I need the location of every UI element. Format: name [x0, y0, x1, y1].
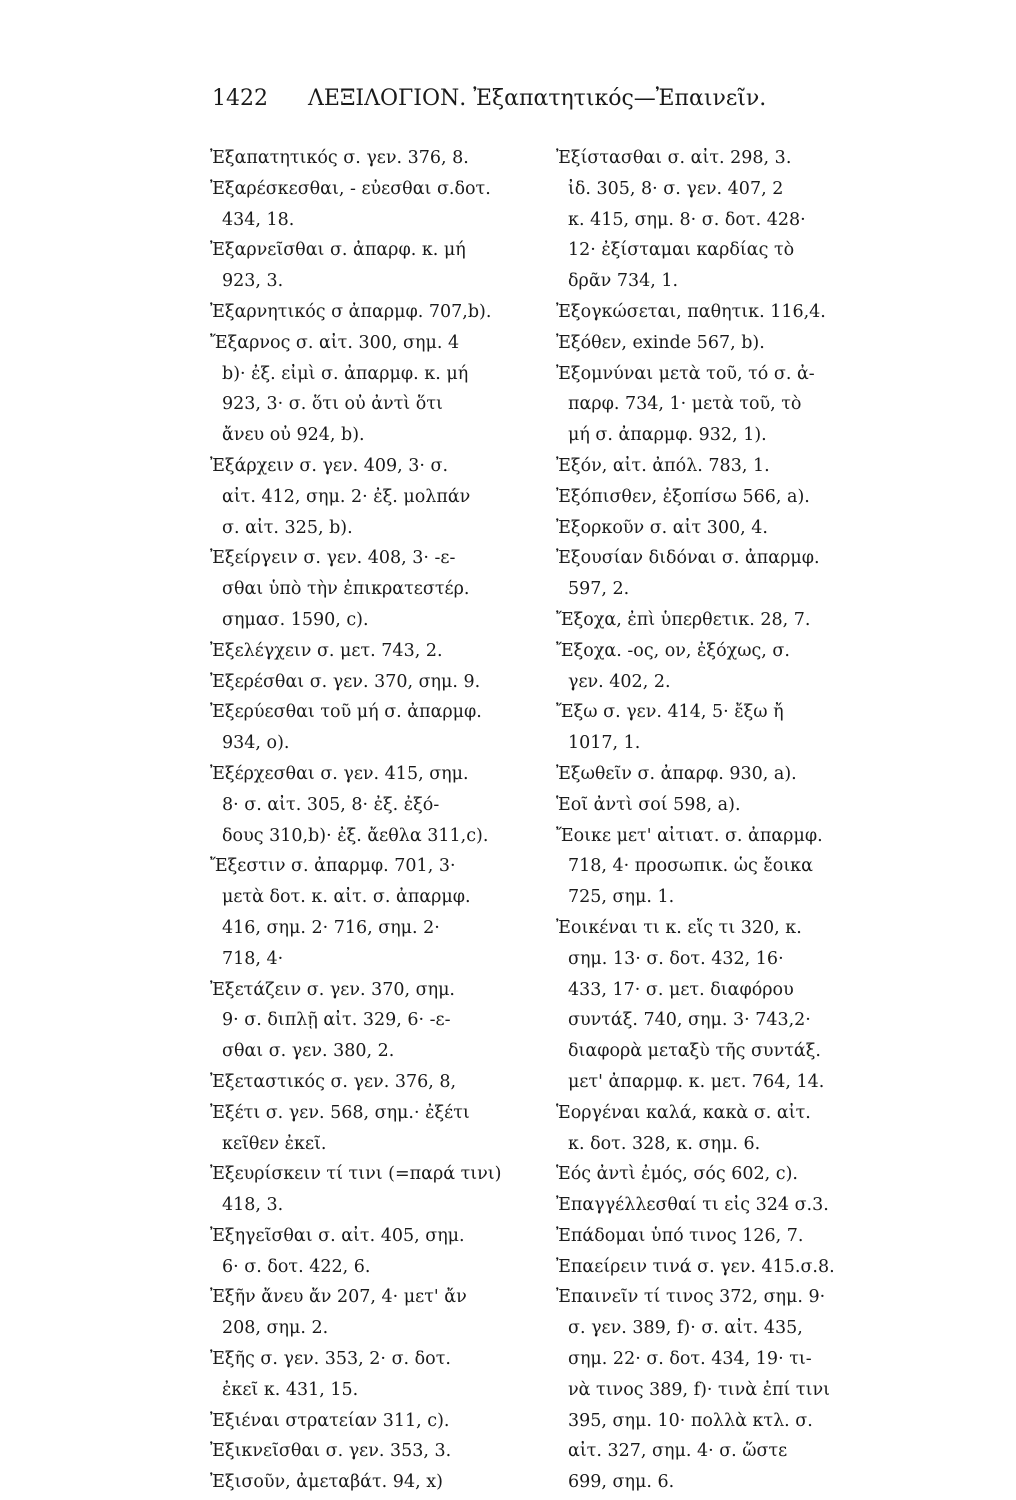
- entry-line: μετὰ δοτ. κ. αἰτ. σ. ἀπαρμφ.: [222, 887, 471, 908]
- entry-line: 934, o).: [222, 733, 290, 754]
- entry-line: γεν. 402, 2.: [568, 671, 671, 692]
- entry-line: Ἔξοχα. -ος, ον, ἐξόχως, σ.: [556, 640, 790, 661]
- entry-line: Ἐξιέναι στρατείαν 311, c).: [210, 1410, 450, 1431]
- entry-line: Ἐξίστασθαι σ. αἰτ. 298, 3.: [556, 148, 792, 168]
- entry-line: Ἐοικέναι τι κ. εἴς τι 320, κ.: [556, 917, 802, 938]
- entry-line: Ἐξετάζειν σ. γεν. 370, σημ.: [210, 979, 455, 1000]
- entry-line: μετ' ἀπαρμφ. κ. μετ. 764, 14.: [568, 1071, 825, 1092]
- entry-line: Ἐξωθεῖν σ. ἀπαρφ. 930, a).: [556, 763, 797, 784]
- entry-line: 12· ἐξίσταμαι καρδίας τὸ: [568, 240, 795, 261]
- entry-line: Ἐξηγεῖσθαι σ. αἰτ. 405, σημ.: [210, 1225, 465, 1246]
- entry-line: Ἐξορκοῦν σ. αἰτ 300, 4.: [556, 517, 768, 538]
- page-number: 1422: [212, 86, 268, 111]
- entry-line: σ. γεν. 389, f)· σ. αἰτ. 435,: [568, 1318, 803, 1339]
- left-column: [210, 143, 555, 1498]
- entry-line: Ἐξῆς σ. γεν. 353, 2· σ. δοτ.: [210, 1349, 451, 1370]
- entry-line: 434, 18.: [222, 209, 295, 230]
- entry-line: Ἐπαινεῖν τί τινος 372, σημ. 9·: [556, 1287, 826, 1308]
- entry-line: Ἐπαγγέλλεσθαί τι εἰς 324 σ.3.: [556, 1195, 829, 1216]
- entry-line: κ. 415, σημ. 8· σ. δοτ. 428·: [568, 209, 806, 230]
- entry-line: 923, 3.: [222, 271, 284, 292]
- entry-line: 597, 2.: [568, 579, 630, 600]
- entry-line: Ἔξω σ. γεν. 414, 5· ἔξω ἤ: [556, 702, 784, 723]
- entry-line: 416, σημ. 2· 716, σημ. 2·: [222, 917, 440, 938]
- entry-line: μή σ. ἀπαρμφ. 932, 1).: [568, 425, 767, 446]
- entry-line: 718, 4·: [222, 948, 284, 969]
- entry-line: ἰδ. 305, 8· σ. γεν. 407, 2: [568, 178, 784, 199]
- entry-line: κεῖθεν ἐκεῖ.: [222, 1133, 327, 1154]
- entry-line: σημ. 13· σ. δοτ. 432, 16·: [568, 948, 784, 969]
- entry-line: Ἑοργέναι καλά, κακὰ σ. αἰτ.: [556, 1102, 811, 1123]
- entry-line: αἰτ. 412, σημ. 2· ἐξ. μολπάν: [222, 486, 471, 507]
- entry-line: παρφ. 734, 1· μετὰ τοῦ, τὸ: [568, 394, 802, 415]
- entry-line: 9· σ. διπλῇ αἰτ. 329, 6· -ε-: [222, 1010, 451, 1031]
- entry-line: Ἐξαρνητικός σ ἀπαρμφ. 707,b).: [210, 301, 492, 322]
- entry-line: Ἐξομνύναι μετὰ τοῦ, τό σ. ἀ-: [556, 363, 815, 384]
- entry-line: σημ. 22· σ. δοτ. 434, 19· τι-: [568, 1349, 812, 1370]
- entry-line: συντάξ. 740, σημ. 3· 743,2·: [568, 1010, 811, 1031]
- entry-line: σθαι σ. γεν. 380, 2.: [222, 1041, 395, 1062]
- entry-line: Ἐξογκώσεται, παθητικ. 116,4.: [556, 301, 826, 322]
- entry-line: 395, σημ. 10· πολλὰ κτλ. σ.: [568, 1410, 813, 1431]
- entry-line: ἐκεῖ κ. 431, 15.: [222, 1379, 359, 1400]
- entry-line: Ἔξαρνος σ. αἰτ. 300, σημ. 4: [210, 332, 460, 353]
- entry-line: Ἔξεστιν σ. ἀπαρμφ. 701, 3·: [210, 856, 456, 877]
- entry-line: Ἐξεταστικός σ. γεν. 376, 8,: [210, 1071, 457, 1092]
- entry-line: Ἐπαείρειν τινά σ. γεν. 415.σ.8.: [556, 1256, 835, 1277]
- entry-line: 725, σημ. 1.: [568, 887, 675, 908]
- entry-line: Ἐξαρέσκεσθαι, - εὐεσθαι σ.δοτ.: [210, 178, 491, 199]
- entry-line: Ἔοικε μετ' αἰτιατ. σ. ἀπαρμφ.: [556, 825, 823, 846]
- entry-line: Ἐξερέσθαι σ. γεν. 370, σημ. 9.: [210, 671, 481, 692]
- entry-line: Ἐξευρίσκειν τί τινι (=παρά τινι): [210, 1164, 502, 1185]
- entry-line: 6· σ. δοτ. 422, 6.: [222, 1256, 371, 1277]
- right-column: [556, 143, 901, 1498]
- running-head: [212, 86, 812, 111]
- entry-line: 8· σ. αἰτ. 305, 8· ἐξ. ἐξό-: [222, 794, 440, 815]
- entry-line: Ἐξέρχεσθαι σ. γεν. 415, σημ.: [210, 763, 469, 784]
- entry-line: 418, 3.: [222, 1195, 284, 1216]
- entry-line: 208, σημ. 2.: [222, 1318, 329, 1339]
- entry-line: 923, 3· σ. ὅτι οὐ ἀντὶ ὅτι: [222, 394, 443, 415]
- entry-line: b)· ἐξ. εἰμὶ σ. ἀπαρμφ. κ. μή: [222, 363, 469, 384]
- entry-line: Ἐξαρνεῖσθαι σ. ἀπαρφ. κ. μή: [210, 240, 466, 261]
- entry-line: νὰ τινος 389, f)· τινὰ ἐπί τινι: [568, 1379, 830, 1400]
- entry-line: Ἐξισοῦν, ἀμεταβάτ. 94, x): [210, 1472, 443, 1493]
- entry-line: κ. δοτ. 328, κ. σημ. 6.: [568, 1133, 761, 1154]
- entry-line: Ἐξουσίαν διδόναι σ. ἀπαρμφ.: [556, 548, 820, 569]
- entry-line: Ἑοῖ ἀντὶ σοί 598, a).: [556, 794, 741, 815]
- entry-line: Ἐξελέγχειν σ. μετ. 743, 2.: [210, 640, 443, 661]
- entry-line: Ἐξέτι σ. γεν. 568, σημ.· ἐξέτι: [210, 1102, 470, 1123]
- entry-line: διαφορὰ μεταξὺ τῆς συντάξ.: [568, 1041, 821, 1062]
- entry-line: σ. αἰτ. 325, b).: [222, 517, 353, 538]
- entry-line: Ἐπάδομαι ὑπό τινος 126, 7.: [556, 1225, 804, 1246]
- entry-line: 699, σημ. 6.: [568, 1472, 675, 1493]
- entry-line: 718, 4· προσωπικ. ὡς ἔοικα: [568, 856, 813, 877]
- entry-line: Ἐξάρχειν σ. γεν. 409, 3· σ.: [210, 455, 449, 476]
- entry-line: Ἐξόπισθεν, ἐξοπίσω 566, a).: [556, 486, 810, 507]
- entry-line: σημασ. 1590, c).: [222, 609, 369, 630]
- running-title: ΛΕΞΙΛΟΓΙΟΝ. Ἐξαπατητικός—Ἐπαινεῖν.: [308, 86, 767, 111]
- entry-line: δους 310,b)· ἐξ. ἄεθλα 311,c).: [222, 825, 489, 846]
- entry-line: Ἐξόθεν, exinde 567, b).: [556, 332, 765, 353]
- entry-line: 433, 17· σ. μετ. διαφόρου: [568, 979, 794, 1000]
- entry-line: Ἔξοχα, ἐπὶ ὑπερθετικ. 28, 7.: [556, 609, 811, 630]
- entry-line: Ἐξικνεῖσθαι σ. γεν. 353, 3.: [210, 1441, 452, 1462]
- entry-line: 1017, 1.: [568, 733, 641, 754]
- entry-line: Ἐξόν, αἰτ. ἀπόλ. 783, 1.: [556, 455, 770, 476]
- entry-line: Ἐξῆν ἄνευ ἄν 207, 4· μετ' ἄν: [210, 1287, 467, 1308]
- entry-line: Ἑός ἀντὶ ἐμός, σός 602, c).: [556, 1164, 798, 1185]
- entry-line: δρᾶν 734, 1.: [568, 271, 679, 292]
- entry-line: αἰτ. 327, σημ. 4· σ. ὥστε: [568, 1441, 788, 1462]
- entry-line: ἄνευ οὐ 924, b).: [222, 425, 365, 446]
- entry-line: Ἐξερύεσθαι τοῦ μή σ. ἀπαρμφ.: [210, 702, 482, 723]
- entry-line: Ἐξαπατητικός σ. γεν. 376, 8.: [210, 148, 469, 168]
- entry-line: Ἐξείργειν σ. γεν. 408, 3· -ε-: [210, 548, 456, 569]
- entry-line: σθαι ὑπὸ τὴν ἐπικρατεστέρ.: [222, 579, 470, 600]
